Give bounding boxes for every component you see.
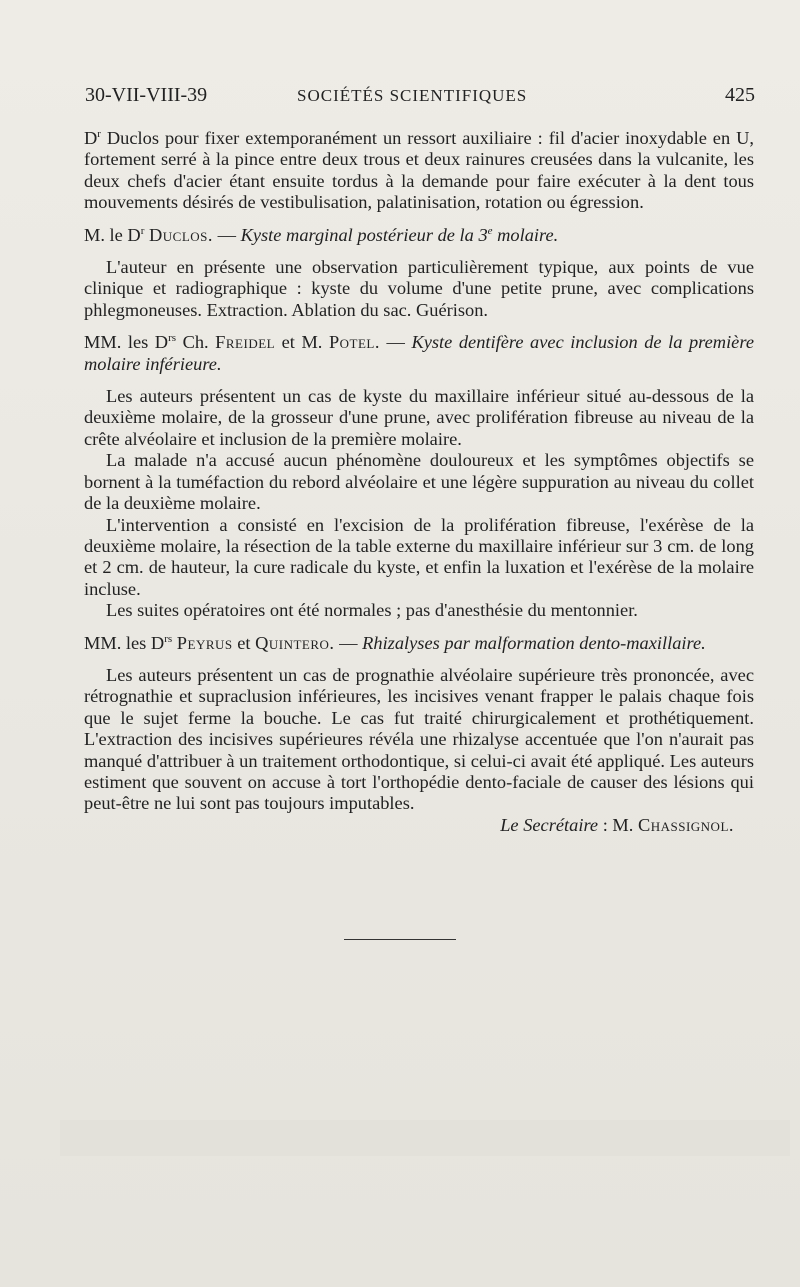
end-rule [344,939,456,940]
signature: Le Secrétaire : M. Chassignol. [500,814,734,835]
header-section-title: SOCIÉTÉS SCIENTIFIQUES [297,86,528,105]
paragraph-2d: Les suites opératoires ont été normales ; pas d'anesthésie du mentonnier. [106,600,638,621]
bleed-through-band [60,1120,790,1156]
paragraph-duclos-appliance: $D^r$ Duclos pour fixer extemporanément un ressort auxiliaire : fil d'acier inoxydable en U, fortement serré à la pince entre deux trous et deux rainures creusées dans la vulcanite, les deux chefs d'acier étant ensuite tordus à la demande pour faire exécuter à la dent tous mouvements désirés de vestibulisation, palatinisation, rotation ou égression. [84,127,754,213]
paragraph-2b: La malade n'a accusé aucun phénomène douloureux et les symptômes objectifs se bornent à la tuméfaction du rebord alvéolaire et une légère suppuration au niveau du collet de la deuxième molaire. [84,450,754,514]
paragraph-2c: L'intervention a consisté en l'excision de la prolifération fibreuse, l'exérèse de la deuxième molaire, la résection de la table externe du maxillaire inférieur sur 3 cm. de long et 2 cm. de hauteur, la cure radicale du kyste, et enfin la luxation et l'exérèse de la molaire incluse. [84,514,754,599]
author-name: Quintero. [255,632,335,653]
article-body [84,128,754,836]
author-name: Potel. [328,332,380,353]
communication-heading-2: MM. les $D^{rs}$ Ch. Freidel et M. Potel. — Kyste dentifère avec inclusion de la première molaire inférieure. [84,332,754,374]
running-header [85,84,755,114]
author-name: Duclos. [148,224,213,245]
communication-heading-3: MM. les $D^{rs}$ Peyrus et Quintero. — Rhizalyses par malformation dento-maxillaire. [84,632,706,653]
author-name: Peyrus [176,632,233,653]
communication-title: Rhizalyses par malformation dento-maxillaire. [362,632,706,653]
communication-title: Kyste marginal postérieur de la 3 [240,224,488,245]
paragraph-1: L'auteur en présente une observation particulièrement typique, aux points de vue clinique et radiographique : kyste du volume d'une petite prune, avec complications phlegmoneuses. Extraction. Ablation du sac. Guérison. [84,257,754,320]
paragraph-3: Les auteurs présentent un cas de prognathie alvéolaire supérieure très prononcée, avec rétrognathie et supraclusion inférieures, les incisives venant frapper le palais chaque fois que le sujet ferme la bouche. Le cas fut traité chirurgicalement et prothétiquement. L'extraction des incisives supérieures révéla une rhizalyse accentuée que l'on n'aurait pas manqué d'attribuer à un traitement orthodontique, si celui-ci avait été appliqué. Les auteurs estiment que souvent on accuse à tort l'orthopédie dento-faciale de causer des lésions qui peut-être ne lui sont pas toujours imputables. [84,664,754,814]
paragraph-2a: Les auteurs présentent un cas de kyste du maxillaire inférieur situé au-dessous de la deuxième molaire, de la grosseur d'une prune, avec prolifération fibreuse au niveau de la crête alvéolaire et inclusion de la première molaire. [84,386,754,449]
communication-title: Kyste dentifère avec inclusion de la première molaire inférieure. [84,332,754,374]
page-number: 425 [725,84,755,106]
communication-heading-1: M. le $D^r$ Duclos. — Kyste marginal postérieur de la 3e molaire. [84,224,559,245]
header-date: 30-VII-VIII-39 [85,84,208,106]
author-name: Freidel [215,332,276,353]
